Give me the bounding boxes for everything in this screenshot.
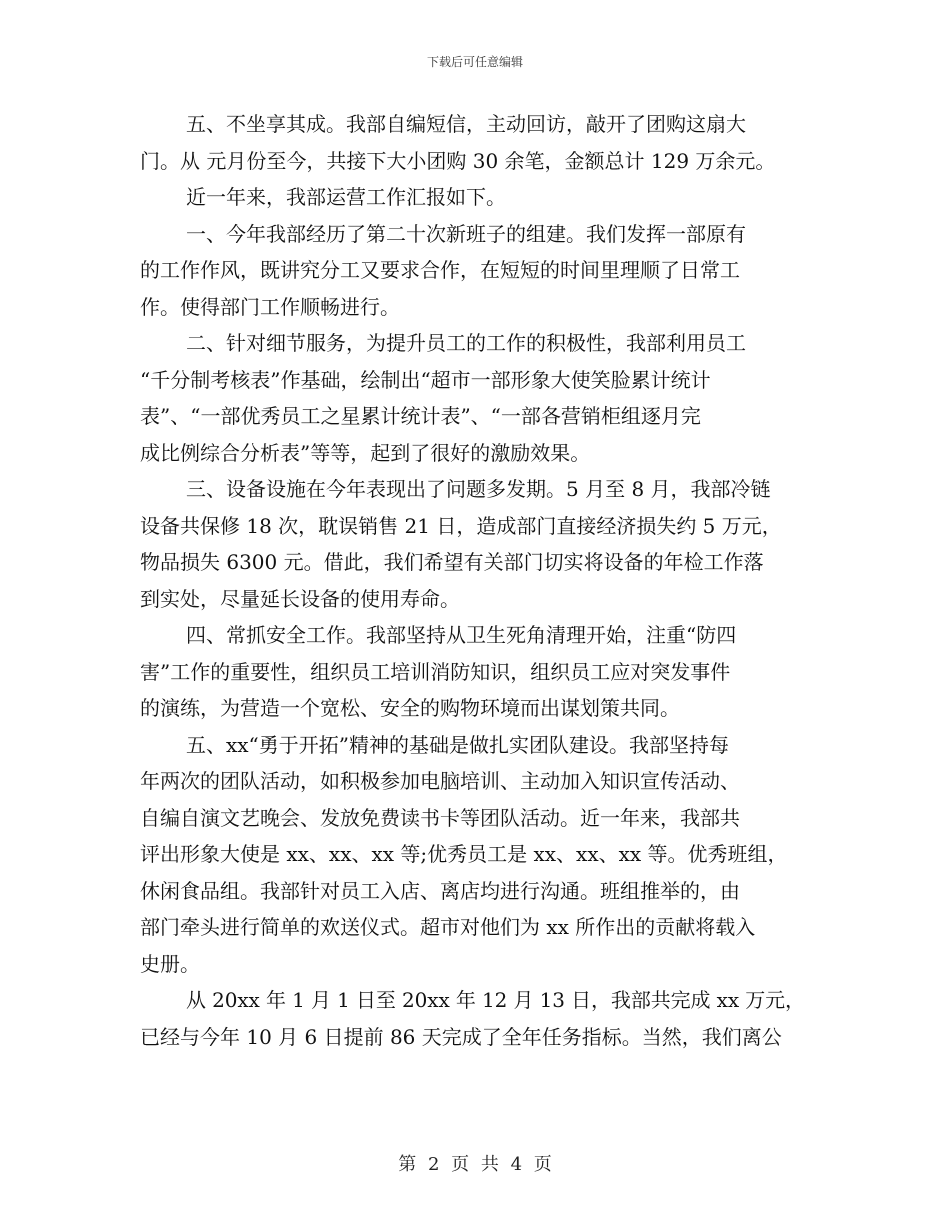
page-header-note: 下载后可任意编辑 [426,55,523,69]
text-line: 五、不坐享其成。我部自编短信，主动回访，敲开了团购这扇大 [186,112,746,136]
text-line: 门。从 元月份至今，共接下大小团购 30 余笔，金额总计 129 万余元。 [140,148,776,173]
text-line: 部门牵头进行简单的欢送仪式。超市对他们为 xx 所作出的贡献将载入 [140,915,756,939]
text-line: 的工作作风，既讲究分工又要求合作，在短短的时间里理顺了日常工 [140,258,740,282]
text-line: 三、设备设施在今年表现出了问题多发期。5 月至 8 月，我部冷链 [186,477,771,501]
text-line: 二、针对细节服务，为提升员工的工作的积极性，我部利用员工 [186,331,746,355]
text-line: 自编自演文艺晚会、发放免费读书卡等团队活动。近一年来，我部共 [140,805,740,830]
text-line: 设备共保修 18 次，耽误销售 21 日，造成部门直接经济损失约 5 万元， [140,513,782,538]
text-line: 到实处，尽量延长设备的使用寿命。 [140,586,460,611]
text-line: 成比例综合分析表”等等，起到了很好的激励效果。 [140,440,591,465]
text-line: 害”工作的重要性，组织员工培训消防知识，组织员工应对突发事件 [140,659,731,684]
text-line: 的演练，为营造一个宽松、安全的购物环境而出谋划策共同。 [140,696,680,720]
text-line: 表”、“一部优秀员工之星累计统计表”、“一部各营销柜组逐月完 [140,404,701,428]
text-line: 评出形象大使是 xx、xx、xx 等;优秀员工是 xx、xx、xx 等。优秀班组， [140,842,788,866]
text-line: 物品损失 6300 元。借此，我们希望有关部门切实将设备的年检工作落 [140,550,764,574]
text-line: “千分制考核表”作基础，绘制出“超市一部形象大使笑脸累计统计 [140,367,711,392]
document-body [140,106,805,1055]
text-line: 五、xx“勇于开拓”精神的基础是做扎实团队建设。我部坚持每 [186,732,730,757]
text-line: 一、今年我部经历了第二十次新班子的组建。我们发挥一部原有 [186,221,746,246]
page-number-footer: 第 2 页 共 4 页 [398,1154,552,1175]
text-line: 近一年来，我部运营工作汇报如下。 [186,185,506,209]
text-line: 史册。 [140,951,200,976]
text-line: 四、常抓安全工作。我部坚持从卫生死角清理开始，注重“防四 [186,623,737,647]
text-line: 从 20xx 年 1 月 1 日至 20xx 年 12 月 13 日，我部共完成 xx 万元， [186,988,805,1012]
text-line: 休闲食品组。我部针对员工入店、离店均进行沟通。班组推举的，由 [140,878,740,903]
text-line: 已经与今年 10 月 6 日提前 86 天完成了全年任务指标。当然，我们离公 [140,1024,782,1049]
text-line: 年两次的团队活动，如积极参加电脑培训、主动加入知识宣传活动、 [140,769,740,793]
text-line: 作。使得部门工作顺畅进行。 [140,294,400,319]
